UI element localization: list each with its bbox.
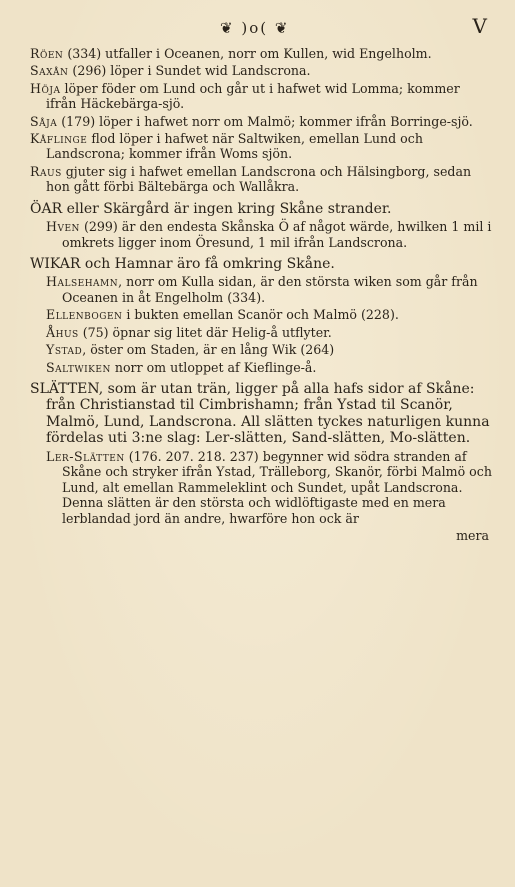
section-text: , som är utan trän, ligger på alla hafs sidor af Skåne: från Christianstad til Cimbrishamn; från Ystad til Scanör, Malmö, Lund, Landscrona. All slätten tyckes naturligen kunna fördelas uti 3:ne slag: Ler-slätten, Sand-slätten, Mo-slätten. bbox=[46, 380, 490, 447]
entry-text: i bukten emellan Scanör och Malmö (228). bbox=[122, 307, 399, 323]
entry-text: (176. 207. 218. 237) begynner wid södra stranden af Skåne och stryker ifrån Ystad, Trälleborg, Skanör, förbi Malmö och Lund, alt emellan Rammeleklint och Sundet, upåt Landscrona. Denna slätten är den största och widlöftigaste med en mera lerblandad jord än andre, hwarföre hon ock är bbox=[62, 448, 492, 526]
section-oar bbox=[30, 201, 493, 218]
entry-text: flod löper i hafwet när Saltwiken, emellan Lund och Landscrona; kommer ifrån Woms sjön. bbox=[46, 131, 423, 162]
entry-kaflinge bbox=[30, 131, 493, 162]
entry-name: Hven bbox=[46, 219, 80, 235]
entry-text: , norr om Kulla sidan, är den största wiken som går från Oceanen in åt Engelholm (334). bbox=[62, 274, 478, 305]
signature-mark: V bbox=[472, 14, 487, 38]
entry-name: Raus bbox=[30, 163, 62, 179]
entry-name: Kåflinge bbox=[30, 131, 88, 147]
section-title: WIKAR bbox=[30, 255, 81, 272]
entry-saxan bbox=[30, 63, 493, 78]
entry-name: Ellenbogen bbox=[46, 307, 123, 323]
header-ornament: ❦ )o( ❦ bbox=[220, 19, 290, 37]
entry-ler-slatten bbox=[46, 449, 493, 526]
entry-text: (179) löper i hafwet norr om Malmö; kommer ifrån Borringe-sjö. bbox=[57, 113, 473, 129]
entry-ellenbogen bbox=[46, 307, 493, 322]
entry-text: , öster om Staden, är en lång Wik (264) bbox=[82, 342, 335, 358]
entry-text: (299) är den endesta Skånska Ö af något wärde, hwilken 1 mil i omkrets ligger inom Öresund, 1 mil ifrån Landscrona. bbox=[62, 219, 492, 250]
entry-ahus bbox=[46, 325, 493, 340]
entry-name: Ler-Slätten bbox=[46, 448, 125, 464]
entry-hoja bbox=[30, 81, 493, 112]
section-title: SLÄTTEN bbox=[30, 380, 99, 397]
entry-ystad bbox=[46, 342, 493, 357]
entry-hven bbox=[46, 219, 493, 250]
entry-text: norr om utloppet af Kieflinge-å. bbox=[110, 359, 317, 375]
entry-text: (334) utfaller i Oceanen, norr om Kullen, wid Engelholm. bbox=[63, 46, 432, 61]
entry-name: Halsehamn bbox=[46, 274, 119, 290]
entry-name: Röen bbox=[30, 46, 64, 61]
entry-roen bbox=[30, 46, 493, 61]
entry-name: Saxån bbox=[30, 63, 69, 79]
entry-saltwiken bbox=[46, 360, 493, 375]
section-text: eller Skärgård är ingen kring Skåne strander. bbox=[62, 200, 392, 217]
entry-text: gjuter sig i hafwet emellan Landscrona och Hälsingborg, sedan hon gått förbi Bältebärga och Wallåkra. bbox=[46, 163, 472, 195]
section-wikar bbox=[30, 256, 493, 273]
entry-name: Höja bbox=[30, 80, 61, 96]
entry-name: Saltwiken bbox=[46, 359, 111, 375]
entry-name: Åhus bbox=[46, 324, 79, 340]
entry-raus bbox=[30, 164, 493, 195]
entry-name: Ystad bbox=[46, 342, 83, 358]
catchword: mera bbox=[456, 527, 489, 543]
entry-text: (75) öpnar sig litet där Helig-å utflyter. bbox=[78, 324, 332, 340]
page-header bbox=[30, 14, 493, 44]
section-slatten bbox=[30, 381, 493, 447]
entry-saja bbox=[30, 114, 493, 129]
entry-name: Såja bbox=[30, 113, 58, 129]
entry-text: löper föder om Lund och går ut i hafwet wid Lomma; kommer ifrån Häckebärga-sjö. bbox=[46, 80, 460, 112]
entry-halsehamn bbox=[46, 274, 493, 305]
entry-text: (296) löper i Sundet wid Landscrona. bbox=[68, 63, 311, 79]
section-text: och Hamnar äro få omkring Skåne. bbox=[80, 255, 335, 272]
rivers-list bbox=[30, 46, 493, 195]
section-title: ÖAR bbox=[30, 200, 63, 217]
